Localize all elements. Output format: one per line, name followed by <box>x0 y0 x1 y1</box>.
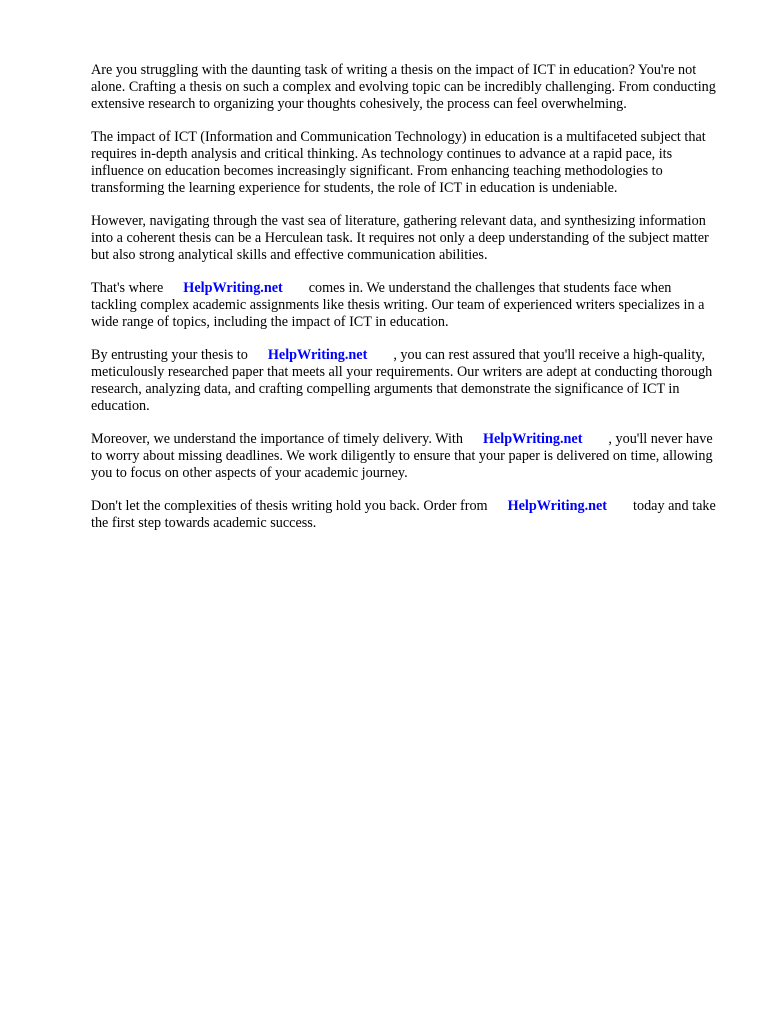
paragraph-text: today and take the first step towards academic success. <box>91 498 716 531</box>
paragraph-order <box>91 498 717 532</box>
paragraph-text: , you'll never have to worry about missing deadlines. We work diligently to ensure that your paper is delivered on time, allowing you to focus on other aspects of your academic journey. <box>91 431 713 481</box>
paragraph-text: By entrusting your thesis to <box>91 347 248 363</box>
paragraph-text: , you can rest assured that you'll receive a high-quality, meticulously researched paper that meets all your requirements. Our writers are adept at conducting thorough research, analyzing data, and crafting compelling arguments that demonstrate the significance of ICT in education. <box>91 347 713 414</box>
helpwriting-link[interactable]: HelpWriting.net <box>507 498 608 514</box>
paragraph-thats-where <box>91 280 717 331</box>
document-page <box>91 62 717 548</box>
paragraph-text: That's where <box>91 280 164 296</box>
paragraph-entrusting <box>91 347 717 415</box>
paragraph-text: Moreover, we understand the importance of timely delivery. With <box>91 431 463 447</box>
paragraph-challenges: However, navigating through the vast sea of literature, gathering relevant data, and synthesizing information into a coherent thesis can be a Herculean task. It requires not only a deep understanding of the subject matter but also strong analytical skills and effective communication abilities. <box>91 213 709 263</box>
helpwriting-link[interactable]: HelpWriting.net <box>267 347 368 363</box>
paragraph-ict-impact: The impact of ICT (Information and Communication Technology) in education is a multifaceted subject that requires in-depth analysis and critical thinking. As technology continues to advance at a rapid pace, its influence on education becomes increasingly significant. From enhancing teaching methodologies to transforming the learning experience for students, the role of ICT in education is undeniable. <box>91 129 706 196</box>
paragraph-timely-delivery <box>91 431 717 482</box>
helpwriting-link[interactable]: HelpWriting.net <box>482 431 583 447</box>
helpwriting-link[interactable]: HelpWriting.net <box>183 280 283 296</box>
paragraph-text: Don't let the complexities of thesis writing hold you back. Order from <box>91 498 488 514</box>
paragraph-intro: Are you struggling with the daunting task of writing a thesis on the impact of ICT in education? You're not alone. Crafting a thesis on such a complex and evolving topic can be incredibly challenging. From conducting extensive research to organizing your thoughts cohesively, the process can feel overwhelming. <box>91 62 716 112</box>
paragraph-text: comes in. We understand the challenges that students face when tackling complex academic assignments like thesis writing. Our team of experienced writers specializes in a wide range of topics, including the impact of ICT in education. <box>91 280 705 330</box>
